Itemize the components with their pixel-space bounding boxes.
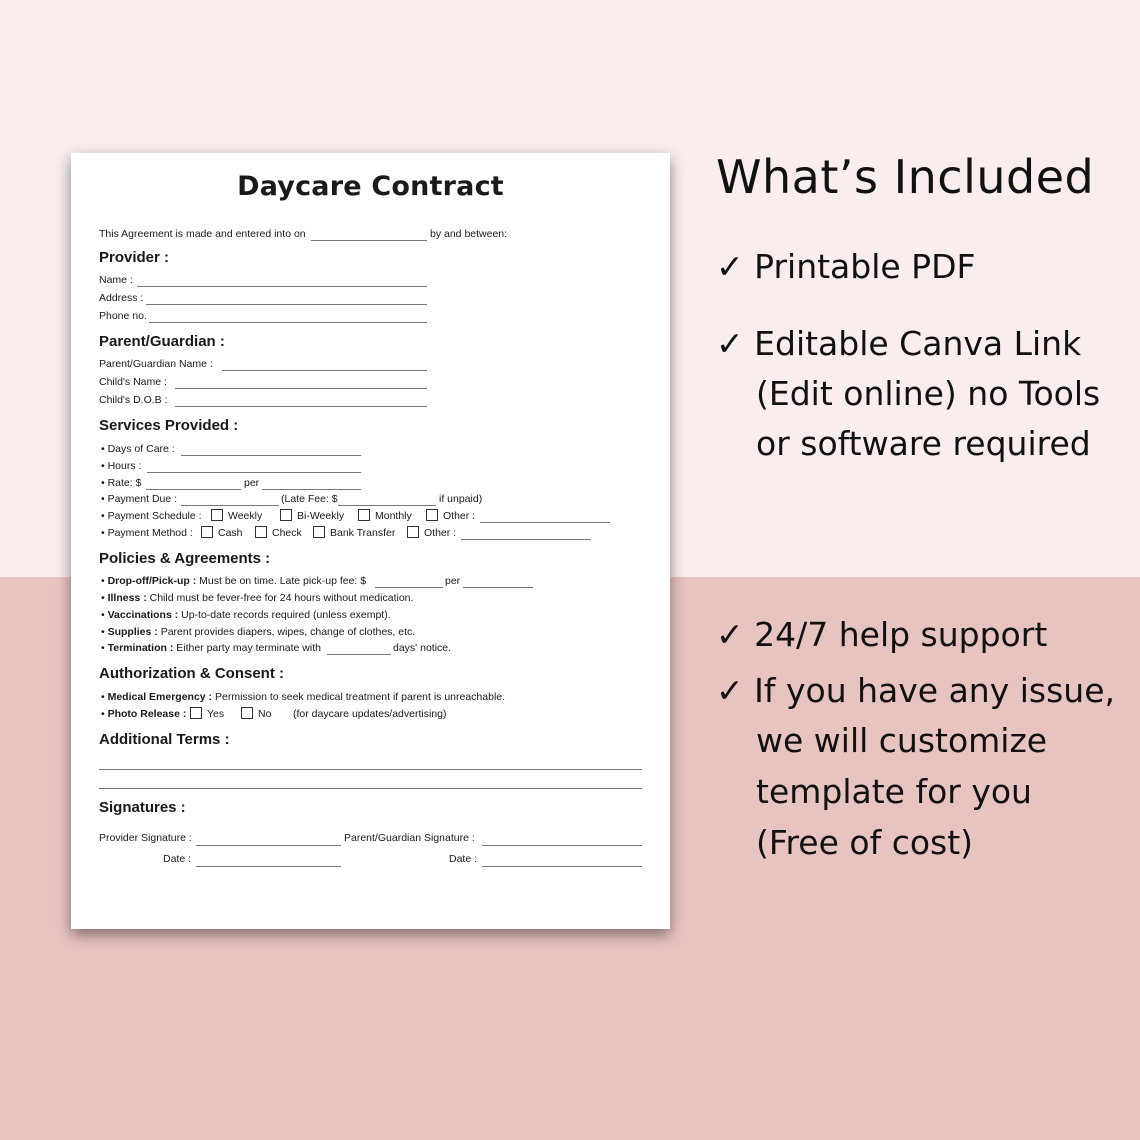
schedule-weekly[interactable]: Weekly bbox=[211, 509, 262, 523]
intro-text: This Agreement is made and entered into on bbox=[99, 228, 306, 240]
provider-name-label: Name : bbox=[99, 274, 133, 286]
late-fee-line bbox=[338, 505, 436, 506]
additional-line bbox=[99, 788, 642, 789]
included-title: What’s Included bbox=[716, 150, 1095, 204]
intro-after: by and between: bbox=[430, 228, 508, 240]
dropoff-per-line bbox=[463, 587, 533, 588]
provider-date-label: Date : bbox=[163, 853, 192, 865]
schedule-monthly[interactable]: Monthly bbox=[358, 509, 412, 523]
method-cash[interactable]: Cash bbox=[201, 526, 243, 540]
checkbox[interactable] bbox=[201, 526, 213, 538]
included-item-support: ✓ 24/7 help support bbox=[716, 615, 1048, 654]
hours-label: • Hours : bbox=[101, 460, 142, 472]
photo-no[interactable]: No bbox=[241, 707, 271, 721]
checkbox[interactable] bbox=[255, 526, 267, 538]
schedule-other-line bbox=[480, 522, 610, 523]
rate-line bbox=[146, 489, 241, 490]
authorization-heading: Authorization & Consent : bbox=[99, 665, 284, 682]
child-dob-line bbox=[175, 406, 427, 407]
if-unpaid: if unpaid) bbox=[439, 493, 483, 505]
payment-due-label: • Payment Due : bbox=[101, 493, 178, 505]
policy-dropoff: • Drop-off/Pick-up : Must be on time. Late pick-up fee: $ bbox=[101, 575, 367, 587]
checkbox[interactable] bbox=[280, 509, 292, 521]
provider-date-line bbox=[196, 866, 341, 867]
photo-yes[interactable]: Yes bbox=[190, 707, 224, 721]
provider-signature-line bbox=[196, 845, 341, 846]
days-line bbox=[181, 455, 361, 456]
parent-heading: Parent/Guardian : bbox=[99, 333, 225, 350]
method-other[interactable]: Other : bbox=[407, 526, 456, 540]
policy-supplies: • Supplies : Parent provides diapers, wipes, change of clothes, etc. bbox=[101, 626, 416, 638]
included-item-canva: ✓ Editable Canva Link bbox=[716, 324, 1082, 363]
provider-phone-line bbox=[149, 322, 427, 323]
policy-termination: • Termination : Either party may terminate with bbox=[101, 642, 321, 654]
policy-illness: • Illness : Child must be fever-free for 24 hours without medication. bbox=[101, 592, 414, 604]
rate-per: per bbox=[244, 477, 260, 489]
included-item-customize-line: template for you bbox=[756, 772, 1032, 811]
schedule-biweekly[interactable]: Bi-Weekly bbox=[280, 509, 344, 523]
payment-due-line bbox=[181, 505, 279, 506]
checkbox[interactable] bbox=[426, 509, 438, 521]
method-other-line bbox=[461, 539, 591, 540]
provider-name-line bbox=[137, 286, 427, 287]
photo-note: (for daycare updates/advertising) bbox=[293, 708, 447, 720]
rate-label: • Rate: $ bbox=[101, 477, 142, 489]
provider-heading: Provider : bbox=[99, 249, 170, 266]
method-check[interactable]: Check bbox=[255, 526, 302, 540]
rate-per-line bbox=[262, 489, 361, 490]
included-item-customize-line: (Free of cost) bbox=[756, 823, 974, 862]
schedule-other[interactable]: Other : bbox=[426, 509, 475, 523]
provider-signature-label: Provider Signature : bbox=[99, 832, 192, 844]
days-label: • Days of Care : bbox=[101, 443, 175, 455]
late-fee-amount-line bbox=[375, 587, 443, 588]
provider-phone-label: Phone no. bbox=[99, 310, 147, 322]
checkbox[interactable] bbox=[190, 707, 202, 719]
method-bank[interactable]: Bank Transfer bbox=[313, 526, 395, 540]
policies-heading: Policies & Agreements : bbox=[99, 550, 271, 567]
additional-line bbox=[99, 769, 642, 770]
provider-address-label: Address : bbox=[99, 292, 144, 304]
checkbox[interactable] bbox=[313, 526, 325, 538]
signatures-heading: Signatures : bbox=[99, 799, 186, 816]
services-heading: Services Provided : bbox=[99, 417, 239, 434]
parent-date-line bbox=[482, 866, 642, 867]
contract-page bbox=[71, 153, 670, 929]
parent-date-label: Date : bbox=[449, 853, 478, 865]
included-item-canva-line: (Edit online) no Tools bbox=[756, 374, 1101, 413]
parent-name-line bbox=[222, 370, 427, 371]
late-fee-label: (Late Fee: $ bbox=[281, 493, 338, 505]
child-dob-label: Child's D.O.B : bbox=[99, 394, 168, 406]
date-line bbox=[311, 240, 427, 241]
child-name-label: Child's Name : bbox=[99, 376, 167, 388]
included-item-customize-line: we will customize bbox=[756, 721, 1048, 760]
child-name-line bbox=[175, 388, 427, 389]
included-item-customize: ✓ If you have any issue, bbox=[716, 671, 1115, 710]
photo-release-label: • Photo Release : bbox=[101, 708, 187, 720]
checkbox[interactable] bbox=[211, 509, 223, 521]
document-title: Daycare Contract bbox=[237, 171, 504, 202]
dropoff-per: per bbox=[445, 575, 461, 587]
medical-emergency: • Medical Emergency : Permission to seek medical treatment if parent is unreachable. bbox=[101, 691, 506, 703]
termination-after: days' notice. bbox=[393, 642, 452, 654]
checkbox[interactable] bbox=[358, 509, 370, 521]
policy-vaccinations: • Vaccinations : Up-to-date records required (unless exempt). bbox=[101, 609, 391, 621]
included-item-printable: ✓ Printable PDF bbox=[716, 247, 976, 286]
notice-days-line bbox=[327, 654, 391, 655]
checkbox[interactable] bbox=[407, 526, 419, 538]
additional-heading: Additional Terms : bbox=[99, 731, 230, 748]
hours-line bbox=[147, 472, 361, 473]
included-item-canva-line: or software required bbox=[756, 424, 1091, 463]
parent-signature-label: Parent/Guardian Signature : bbox=[344, 832, 475, 844]
parent-name-label: Parent/Guardian Name : bbox=[99, 358, 213, 370]
checkbox[interactable] bbox=[241, 707, 253, 719]
parent-signature-line bbox=[482, 845, 642, 846]
method-label: • Payment Method : bbox=[101, 527, 193, 539]
schedule-label: • Payment Schedule : bbox=[101, 510, 202, 522]
provider-address-line bbox=[146, 304, 427, 305]
